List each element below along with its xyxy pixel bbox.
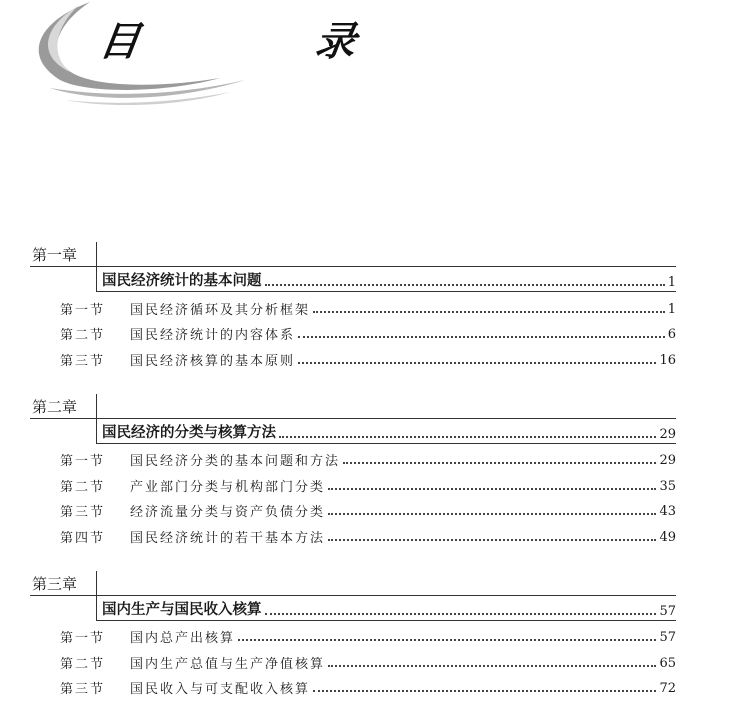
chapter-number: 第三章	[32, 574, 78, 593]
page-title: 目 录	[96, 19, 427, 65]
page-number: 43	[659, 504, 676, 519]
page-number: 16	[659, 352, 676, 368]
section-entry[interactable]	[30, 520, 676, 546]
chapter-title-entry[interactable]	[96, 419, 676, 444]
chapter-header	[30, 240, 676, 267]
leader-dots	[265, 612, 657, 615]
section-title: 国民收入与可支配收入核算	[130, 682, 311, 697]
chapter-block	[30, 392, 676, 546]
page-number: 72	[659, 681, 676, 696]
chapter-header	[30, 392, 676, 419]
chapter-title: 国民经济的分类与核算方法	[102, 424, 276, 441]
leader-dots	[279, 435, 656, 438]
section-number: 第二节	[60, 479, 106, 495]
section-title: 国民经济分类的基本问题和方法	[130, 454, 341, 469]
section-title: 国民经济核算的基本原则	[130, 353, 296, 369]
leader-dots	[343, 461, 656, 464]
leader-dots	[298, 361, 656, 364]
section-entry[interactable]	[30, 469, 676, 495]
section-entry[interactable]	[30, 495, 676, 521]
section-entry[interactable]	[30, 292, 676, 318]
chapter-title: 国民经济统计的基本问题	[102, 273, 262, 289]
page-number: 57	[659, 603, 676, 619]
leader-dots	[328, 664, 656, 667]
page-number: 1	[667, 301, 676, 317]
leader-dots	[328, 538, 656, 541]
section-number: 第三节	[60, 505, 106, 520]
section-title: 国民经济统计的若干基本方法	[130, 530, 326, 546]
leader-dots	[313, 689, 656, 692]
page-number: 6	[667, 327, 676, 342]
leader-dots	[313, 310, 665, 313]
chapter-title: 国内生产与国民收入核算	[102, 601, 262, 618]
chapter-number: 第一章	[32, 246, 78, 264]
section-title: 国民经济统计的内容体系	[130, 328, 296, 343]
section-number: 第一节	[60, 631, 106, 646]
section-entry[interactable]	[30, 621, 676, 647]
page-number: 65	[659, 655, 676, 671]
chapter-header	[30, 569, 676, 596]
section-entry[interactable]	[30, 672, 676, 698]
section-entry[interactable]	[30, 444, 676, 470]
chapter-title-entry[interactable]	[96, 267, 676, 292]
section-title: 经济流量分类与资产负债分类	[130, 505, 326, 520]
leader-dots	[238, 638, 656, 641]
leader-dots	[328, 487, 656, 490]
leader-dots	[298, 335, 665, 338]
section-entry[interactable]	[30, 343, 676, 369]
section-title: 产业部门分类与机构部门分类	[130, 479, 326, 495]
section-number: 第二节	[60, 328, 106, 343]
section-title: 国内生产总值与生产净值核算	[130, 656, 326, 672]
leader-dots	[265, 283, 665, 286]
page-number: 49	[659, 529, 676, 545]
table-of-contents	[30, 240, 676, 720]
chapter-number: 第二章	[32, 397, 78, 416]
section-entry[interactable]	[30, 318, 676, 344]
page-number: 29	[659, 426, 676, 442]
leader-dots	[328, 512, 656, 515]
section-number: 第三节	[60, 682, 106, 697]
section-number: 第三节	[60, 353, 106, 369]
page-number: 29	[659, 453, 676, 468]
page-number: 1	[667, 275, 676, 290]
section-number: 第四节	[60, 530, 106, 546]
section-number: 第一节	[60, 302, 106, 318]
section-number: 第二节	[60, 656, 106, 672]
chapter-block	[30, 569, 676, 698]
page-number: 57	[659, 630, 676, 645]
section-entry[interactable]	[30, 646, 676, 672]
section-title: 国内总产出核算	[130, 631, 236, 646]
page-number: 35	[659, 478, 676, 494]
chapter-title-entry[interactable]	[96, 596, 676, 621]
section-number: 第一节	[60, 454, 106, 469]
chapter-block	[30, 240, 676, 369]
section-title: 国民经济循环及其分析框架	[130, 302, 311, 318]
